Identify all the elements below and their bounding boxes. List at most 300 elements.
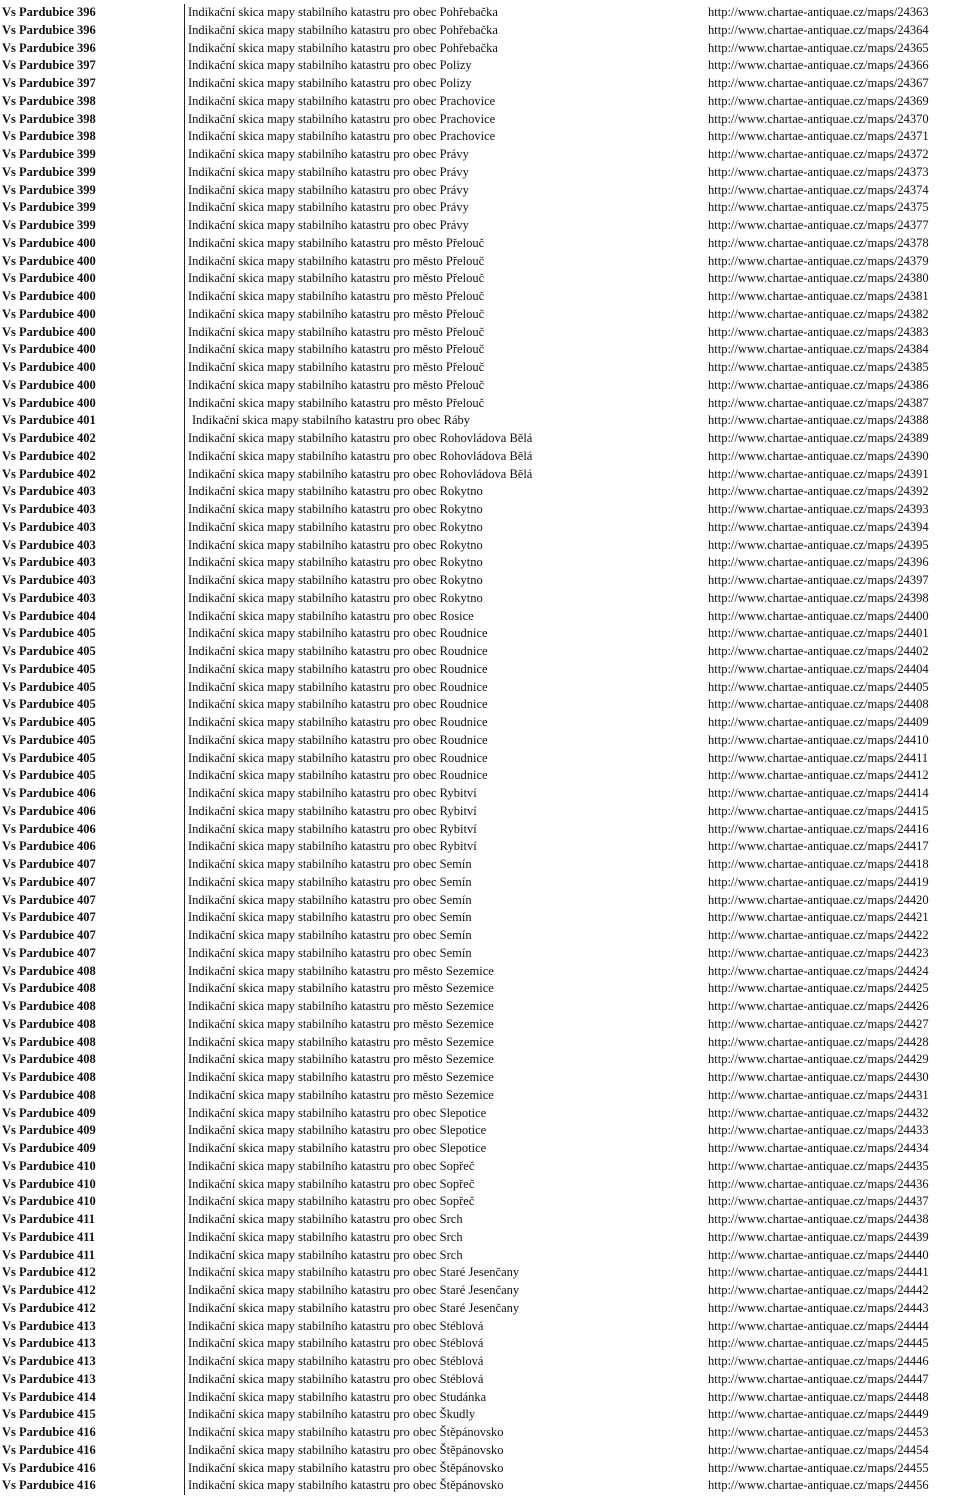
map-title-cell: Indikační skica mapy stabilního katastru pro město Sezemice [184,1087,700,1105]
map-title-cell: Indikační skica mapy stabilního katastru pro obec Rohovládova Bělá [184,430,700,448]
table-row [0,696,960,714]
map-url-link[interactable]: http://www.chartae-antiquae.cz/maps/24387 [708,395,929,410]
sheet-id-cell: Vs Pardubice 400 [2,395,96,410]
map-title-cell: Indikační skica mapy stabilního katastru pro město Přelouč [184,359,700,377]
map-url-link[interactable]: http://www.chartae-antiquae.cz/maps/24422 [708,928,929,942]
map-url-link[interactable]: http://www.chartae-antiquae.cz/maps/24416 [708,821,929,836]
map-title-cell: Indikační skica mapy stabilního katastru pro obec Rokytno [184,519,700,537]
table-row [0,306,960,324]
map-title-cell: Indikační skica mapy stabilního katastru pro město Sezemice [184,1034,700,1052]
sheet-id-cell: Vs Pardubice 405 [2,626,96,641]
map-url-link[interactable]: http://www.chartae-antiquae.cz/maps/24379 [708,253,929,268]
sheet-id-cell: Vs Pardubice 400 [2,235,96,250]
map-url-link[interactable]: http://www.chartae-antiquae.cz/maps/24396 [708,555,929,570]
table-row [0,1264,960,1282]
map-url-link[interactable]: http://www.chartae-antiquae.cz/maps/24384 [708,342,929,357]
map-url-link[interactable]: http://www.chartae-antiquae.cz/maps/24383 [708,324,929,339]
table-row [0,359,960,377]
map-url-link[interactable]: http://www.chartae-antiquae.cz/maps/24372 [708,147,929,161]
sheet-id-cell: Vs Pardubice 409 [2,1123,96,1138]
map-url-link[interactable]: http://www.chartae-antiquae.cz/maps/24414 [708,786,929,800]
map-title-cell: Indikační skica mapy stabilního katastru pro obec Slepotice [184,1122,700,1140]
sheet-id-cell: Vs Pardubice 400 [2,253,96,268]
sheet-id-cell: Vs Pardubice 402 [2,448,96,463]
map-title-cell: Indikační skica mapy stabilního katastru pro obec Semín [184,856,700,874]
map-title-cell: Indikační skica mapy stabilního katastru pro obec Roudnice [184,679,700,697]
table-row [0,661,960,679]
sheet-id-cell: Vs Pardubice 413 [2,1354,96,1368]
map-url-link[interactable]: http://www.chartae-antiquae.cz/maps/24448 [708,1389,929,1404]
sheet-id-cell: Vs Pardubice 407 [2,910,96,925]
sheet-id-cell: Vs Pardubice 400 [2,377,96,392]
sheet-id-cell: Vs Pardubice 408 [2,1016,96,1031]
map-title-cell: Indikační skica mapy stabilního katastru pro obec Srch [184,1247,700,1265]
table-row [0,341,960,359]
sheet-id-cell: Vs Pardubice 398 [2,111,96,126]
map-title-cell: Indikační skica mapy stabilního katastru pro obec Roudnice [184,732,700,750]
table-row [0,395,960,413]
table-row [0,1069,960,1087]
map-url-link[interactable]: http://www.chartae-antiquae.cz/maps/24395 [708,537,929,552]
map-url-link[interactable]: http://www.chartae-antiquae.cz/maps/24427 [708,1016,929,1031]
map-url-link[interactable]: http://www.chartae-antiquae.cz/maps/24389 [708,431,929,445]
table-row [0,466,960,484]
map-url-link[interactable]: http://www.chartae-antiquae.cz/maps/24444 [708,1318,929,1333]
table-row [0,40,960,58]
sheet-id-cell: Vs Pardubice 398 [2,129,96,144]
sheet-id-cell: Vs Pardubice 408 [2,1087,96,1102]
map-url-link[interactable]: http://www.chartae-antiquae.cz/maps/24415 [708,803,929,818]
map-title-cell: Indikační skica mapy stabilního katastru pro město Přelouč [184,377,700,395]
map-url-link[interactable]: http://www.chartae-antiquae.cz/maps/24388 [708,413,929,428]
map-title-cell: Indikační skica mapy stabilního katastru pro obec Roudnice [184,643,700,661]
sheet-id-cell: Vs Pardubice 416 [2,1460,96,1475]
table-row [0,1282,960,1300]
table-row [0,164,960,182]
sheet-id-cell: Vs Pardubice 400 [2,324,96,339]
sheet-id-cell: Vs Pardubice 415 [2,1407,96,1422]
table-row [0,963,960,981]
sheet-id-cell: Vs Pardubice 406 [2,803,96,818]
sheet-id-cell: Vs Pardubice 400 [2,271,96,286]
sheet-id-cell: Vs Pardubice 396 [2,40,96,55]
table-row [0,608,960,626]
map-title-cell: Indikační skica mapy stabilního katastru pro obec Staré Jesenčany [184,1300,700,1318]
sheet-id-cell: Vs Pardubice 403 [2,484,96,499]
map-title-cell: Indikační skica mapy stabilního katastru pro obec Srch [184,1211,700,1229]
sheet-id-cell: Vs Pardubice 400 [2,306,96,321]
map-url-link[interactable]: http://www.chartae-antiquae.cz/maps/24440 [708,1247,929,1262]
map-title-cell: Indikační skica mapy stabilního katastru pro obec Semín [184,892,700,910]
map-title-cell: Indikační skica mapy stabilního katastru pro obec Právy [184,217,700,235]
map-url-link[interactable]: http://www.chartae-antiquae.cz/maps/24454 [708,1442,929,1457]
sheet-id-cell: Vs Pardubice 401 [2,413,96,428]
sheet-id-cell: Vs Pardubice 399 [2,218,96,232]
map-url-link[interactable]: http://www.chartae-antiquae.cz/maps/24421 [708,910,929,925]
map-url-link[interactable]: http://www.chartae-antiquae.cz/maps/24409 [708,715,929,729]
map-url-link[interactable]: http://www.chartae-antiquae.cz/maps/24419 [708,874,929,889]
sheet-id-cell: Vs Pardubice 407 [2,857,96,871]
map-url-link[interactable]: http://www.chartae-antiquae.cz/maps/24434 [708,1141,929,1155]
sheet-id-cell: Vs Pardubice 403 [2,573,96,587]
map-title-cell: Indikační skica mapy stabilního katastru pro obec Škudly [184,1406,700,1424]
map-url-link[interactable]: http://www.chartae-antiquae.cz/maps/24432 [708,1105,929,1120]
sheet-id-cell: Vs Pardubice 396 [2,22,96,37]
map-url-link[interactable]: http://www.chartae-antiquae.cz/maps/24430 [708,1070,929,1084]
map-url-link[interactable]: http://www.chartae-antiquae.cz/maps/24417 [708,839,929,854]
map-title-cell: Indikační skica mapy stabilního katastru pro město Sezemice [184,1069,700,1087]
table-row [0,1318,960,1336]
map-url-link[interactable]: http://www.chartae-antiquae.cz/maps/24441 [708,1265,929,1280]
map-title-cell: Indikační skica mapy stabilního katastru pro obec Prachovice [184,93,700,111]
map-title-cell: Indikační skica mapy stabilního katastru pro obec Roudnice [184,696,700,714]
table-row [0,1034,960,1052]
table-row [0,1300,960,1318]
table-row [0,128,960,146]
table-row [0,1140,960,1158]
map-url-link[interactable]: http://www.chartae-antiquae.cz/maps/24391 [708,466,929,481]
sheet-id-cell: Vs Pardubice 403 [2,555,96,570]
sheet-id-cell: Vs Pardubice 405 [2,732,96,747]
table-row [0,714,960,732]
map-url-link[interactable]: http://www.chartae-antiquae.cz/maps/24393 [708,502,929,516]
table-row [0,1105,960,1123]
map-title-cell: Indikační skica mapy stabilního katastru pro obec Staré Jesenčany [184,1264,700,1282]
map-url-link[interactable]: http://www.chartae-antiquae.cz/maps/24364 [708,22,929,37]
map-url-link[interactable]: http://www.chartae-antiquae.cz/maps/24446 [708,1354,929,1368]
map-title-cell: Indikační skica mapy stabilního katastru pro obec Polizy [184,75,700,93]
sheet-id-cell: Vs Pardubice 407 [2,928,96,942]
table-row [0,554,960,572]
map-title-cell: Indikační skica mapy stabilního katastru pro obec Pohřebačka [184,40,700,58]
sheet-id-cell: Vs Pardubice 409 [2,1141,96,1155]
map-url-link[interactable]: http://www.chartae-antiquae.cz/maps/24431 [708,1087,929,1102]
map-url-link[interactable]: http://www.chartae-antiquae.cz/maps/24367 [708,76,929,90]
map-title-cell: Indikační skica mapy stabilního katastru pro obec Sopřeč [184,1193,700,1211]
map-title-cell: Indikační skica mapy stabilního katastru pro obec Štěpánovsko [184,1424,700,1442]
map-title-cell: Indikační skica mapy stabilního katastru pro obec Ráby [184,412,700,430]
table-row [0,235,960,253]
table-row [0,572,960,590]
table-row [0,519,960,537]
map-url-link[interactable]: http://www.chartae-antiquae.cz/maps/24453 [708,1425,929,1439]
table-row [0,1247,960,1265]
sheet-id-cell: Vs Pardubice 407 [2,945,96,960]
sheet-id-cell: Vs Pardubice 405 [2,644,96,658]
map-title-cell: Indikační skica mapy stabilního katastru pro město Přelouč [184,253,700,271]
table-row [0,785,960,803]
sheet-id-cell: Vs Pardubice 413 [2,1371,96,1386]
map-title-cell: Indikační skica mapy stabilního katastru pro obec Sopřeč [184,1176,700,1194]
table-row [0,750,960,768]
table-row [0,1371,960,1389]
sheet-id-cell: Vs Pardubice 408 [2,999,96,1013]
sheet-id-cell: Vs Pardubice 413 [2,1318,96,1333]
map-title-cell: Indikační skica mapy stabilního katastru pro obec Semín [184,945,700,963]
map-title-cell: Indikační skica mapy stabilního katastru pro obec Rokytno [184,501,700,519]
table-row [0,927,960,945]
map-url-link[interactable]: http://www.chartae-antiquae.cz/maps/24428 [708,1034,929,1049]
map-url-link[interactable]: http://www.chartae-antiquae.cz/maps/24410 [708,732,929,747]
map-title-cell: Indikační skica mapy stabilního katastru pro obec Roudnice [184,661,700,679]
map-url-link[interactable]: http://www.chartae-antiquae.cz/maps/24449 [708,1407,929,1422]
map-title-cell: Indikační skica mapy stabilního katastru pro město Přelouč [184,341,700,359]
map-url-link[interactable]: http://www.chartae-antiquae.cz/maps/24380 [708,271,929,286]
map-url-link[interactable]: http://www.chartae-antiquae.cz/maps/24445 [708,1336,929,1351]
map-title-cell: Indikační skica mapy stabilního katastru pro obec Štěpánovsko [184,1442,700,1460]
map-title-cell: Indikační skica mapy stabilního katastru pro obec Štěpánovsko [184,1477,700,1495]
sheet-id-cell: Vs Pardubice 406 [2,786,96,800]
map-title-cell: Indikační skica mapy stabilního katastru pro obec Právy [184,164,700,182]
sheet-id-cell: Vs Pardubice 396 [2,5,96,19]
map-title-cell: Indikační skica mapy stabilního katastru pro město Sezemice [184,998,700,1016]
map-title-cell: Indikační skica mapy stabilního katastru pro obec Polizy [184,57,700,75]
table-row [0,1460,960,1478]
table-row [0,146,960,164]
table-row [0,1122,960,1140]
map-title-cell: Indikační skica mapy stabilního katastru pro obec Rokytno [184,572,700,590]
map-url-link[interactable]: http://www.chartae-antiquae.cz/maps/24443 [708,1300,929,1315]
table-row [0,821,960,839]
sheet-id-cell: Vs Pardubice 403 [2,502,96,516]
table-row [0,75,960,93]
map-title-cell: Indikační skica mapy stabilního katastru pro obec Rosice [184,608,700,626]
sheet-id-cell: Vs Pardubice 411 [2,1212,96,1226]
table-row [0,732,960,750]
map-url-link[interactable]: http://www.chartae-antiquae.cz/maps/24435 [708,1158,929,1173]
sheet-id-cell: Vs Pardubice 416 [2,1478,96,1493]
table-row [0,182,960,200]
table-row [0,625,960,643]
map-title-cell: Indikační skica mapy stabilního katastru pro obec Právy [184,199,700,217]
map-url-link[interactable]: http://www.chartae-antiquae.cz/maps/24371 [708,129,929,144]
map-url-link[interactable]: http://www.chartae-antiquae.cz/maps/24436 [708,1176,929,1191]
sheet-id-cell: Vs Pardubice 414 [2,1389,96,1404]
map-url-link[interactable]: http://www.chartae-antiquae.cz/maps/24456 [708,1478,929,1493]
map-url-link[interactable]: http://www.chartae-antiquae.cz/maps/24423 [708,945,929,960]
table-row [0,1158,960,1176]
table-row [0,430,960,448]
table-row [0,998,960,1016]
sheet-id-cell: Vs Pardubice 405 [2,715,96,729]
map-title-cell: Indikační skica mapy stabilního katastru pro obec Staré Jesenčany [184,1282,700,1300]
sheet-id-cell: Vs Pardubice 412 [2,1283,96,1297]
table-row [0,874,960,892]
table-row [0,1389,960,1407]
sheet-id-cell: Vs Pardubice 399 [2,200,96,215]
table-row [0,945,960,963]
sheet-id-cell: Vs Pardubice 400 [2,342,96,357]
table-row [0,483,960,501]
sheet-id-cell: Vs Pardubice 407 [2,892,96,907]
map-url-link[interactable]: http://www.chartae-antiquae.cz/maps/24394 [708,519,929,534]
map-url-link[interactable]: http://www.chartae-antiquae.cz/maps/24374 [708,182,929,197]
map-title-cell: Indikační skica mapy stabilního katastru pro město Sezemice [184,1016,700,1034]
map-url-link[interactable]: http://www.chartae-antiquae.cz/maps/24398 [708,590,929,605]
sheet-id-cell: Vs Pardubice 410 [2,1158,96,1173]
map-url-link[interactable]: http://www.chartae-antiquae.cz/maps/24412 [708,768,929,783]
sheet-id-cell: Vs Pardubice 399 [2,147,96,161]
sheet-id-cell: Vs Pardubice 405 [2,768,96,783]
map-title-cell: Indikační skica mapy stabilního katastru pro obec Právy [184,146,700,164]
map-url-link[interactable]: http://www.chartae-antiquae.cz/maps/24390 [708,448,929,463]
table-row [0,767,960,785]
sheet-id-cell: Vs Pardubice 410 [2,1176,96,1191]
map-title-cell: Indikační skica mapy stabilního katastru pro obec Stéblová [184,1353,700,1371]
map-url-link[interactable]: http://www.chartae-antiquae.cz/maps/24366 [708,58,929,73]
map-url-link[interactable]: http://www.chartae-antiquae.cz/maps/24392 [708,484,929,499]
table-row [0,1477,960,1495]
map-url-link[interactable]: http://www.chartae-antiquae.cz/maps/24420 [708,892,929,907]
sheet-id-cell: Vs Pardubice 412 [2,1265,96,1280]
sheet-id-cell: Vs Pardubice 405 [2,679,96,694]
map-url-link[interactable]: http://www.chartae-antiquae.cz/maps/24386 [708,377,929,392]
sheet-id-cell: Vs Pardubice 408 [2,963,96,978]
sheet-id-cell: Vs Pardubice 408 [2,1070,96,1084]
map-url-link[interactable]: http://www.chartae-antiquae.cz/maps/24437 [708,1194,929,1209]
sheet-id-cell: Vs Pardubice 397 [2,76,96,90]
map-title-cell: Indikační skica mapy stabilního katastru pro obec Pohřebačka [184,4,700,22]
table-row [0,856,960,874]
map-title-cell: Indikační skica mapy stabilního katastru pro město Sezemice [184,980,700,998]
sheet-id-cell: Vs Pardubice 406 [2,839,96,854]
map-title-cell: Indikační skica mapy stabilního katastru pro obec Stéblová [184,1371,700,1389]
map-title-cell: Indikační skica mapy stabilního katastru pro obec Pohřebačka [184,22,700,40]
sheet-id-cell: Vs Pardubice 410 [2,1194,96,1209]
table-row [0,501,960,519]
sheet-id-cell: Vs Pardubice 402 [2,431,96,445]
map-title-cell: Indikační skica mapy stabilního katastru pro obec Slepotice [184,1140,700,1158]
map-title-cell: Indikační skica mapy stabilního katastru pro město Přelouč [184,288,700,306]
map-title-cell: Indikační skica mapy stabilního katastru pro město Sezemice [184,1051,700,1069]
table-row [0,679,960,697]
map-title-cell: Indikační skica mapy stabilního katastru pro obec Právy [184,182,700,200]
table-row [0,1335,960,1353]
sheet-id-cell: Vs Pardubice 405 [2,697,96,712]
table-row [0,4,960,22]
sheet-id-cell: Vs Pardubice 408 [2,981,96,996]
map-url-link[interactable]: http://www.chartae-antiquae.cz/maps/24377 [708,218,929,232]
map-url-link[interactable]: http://www.chartae-antiquae.cz/maps/24439 [708,1229,929,1244]
map-url-link[interactable]: http://www.chartae-antiquae.cz/maps/24375 [708,200,929,215]
sheet-id-cell: Vs Pardubice 400 [2,289,96,303]
table-row [0,590,960,608]
map-url-link[interactable]: http://www.chartae-antiquae.cz/maps/24378 [708,235,929,250]
table-row [0,1211,960,1229]
table-row [0,412,960,430]
map-title-cell: Indikační skica mapy stabilního katastru pro obec Studánka [184,1389,700,1407]
map-title-cell: Indikační skica mapy stabilního katastru pro obec Roudnice [184,750,700,768]
map-title-cell: Indikační skica mapy stabilního katastru pro obec Rybitví [184,838,700,856]
map-url-link[interactable]: http://www.chartae-antiquae.cz/maps/24455 [708,1460,929,1475]
map-url-link[interactable]: http://www.chartae-antiquae.cz/maps/24397 [708,573,929,587]
sheet-id-cell: Vs Pardubice 411 [2,1247,96,1262]
sheet-id-cell: Vs Pardubice 416 [2,1442,96,1457]
map-url-link[interactable]: http://www.chartae-antiquae.cz/maps/24373 [708,164,929,179]
map-url-link[interactable]: http://www.chartae-antiquae.cz/maps/24363 [708,5,929,19]
sheet-id-cell: Vs Pardubice 399 [2,164,96,179]
map-url-link[interactable]: http://www.chartae-antiquae.cz/maps/24442 [708,1283,929,1297]
table-row [0,1353,960,1371]
sheet-id-cell: Vs Pardubice 397 [2,58,96,73]
map-url-link[interactable]: http://www.chartae-antiquae.cz/maps/24370 [708,111,929,126]
map-url-link[interactable]: http://www.chartae-antiquae.cz/maps/24447 [708,1371,929,1386]
table-row [0,288,960,306]
map-title-cell: Indikační skica mapy stabilního katastru pro obec Srch [184,1229,700,1247]
table-row [0,217,960,235]
map-title-cell: Indikační skica mapy stabilního katastru pro obec Prachovice [184,128,700,146]
map-url-link[interactable]: http://www.chartae-antiquae.cz/maps/24402 [708,644,929,658]
sheet-id-cell: Vs Pardubice 416 [2,1425,96,1439]
map-title-cell: Indikační skica mapy stabilního katastru pro obec Roudnice [184,714,700,732]
map-url-link[interactable]: http://www.chartae-antiquae.cz/maps/24401 [708,626,929,641]
map-url-link[interactable]: http://www.chartae-antiquae.cz/maps/24418 [708,857,929,871]
map-title-cell: Indikační skica mapy stabilního katastru pro obec Rokytno [184,483,700,501]
map-url-link[interactable]: http://www.chartae-antiquae.cz/maps/24411 [708,750,929,765]
map-url-link[interactable]: http://www.chartae-antiquae.cz/maps/24381 [708,289,929,303]
table-row [0,324,960,342]
map-title-cell: Indikační skica mapy stabilního katastru pro město Přelouč [184,235,700,253]
table-row [0,253,960,271]
map-url-link[interactable]: http://www.chartae-antiquae.cz/maps/24426 [708,999,929,1013]
sheet-id-cell: Vs Pardubice 402 [2,466,96,481]
table-row [0,93,960,111]
map-url-link[interactable]: http://www.chartae-antiquae.cz/maps/24369 [708,93,929,108]
map-url-link[interactable]: http://www.chartae-antiquae.cz/maps/24382 [708,306,929,321]
map-title-cell: Indikační skica mapy stabilního katastru pro obec Rybitví [184,803,700,821]
sheet-id-cell: Vs Pardubice 412 [2,1300,96,1315]
sheet-id-cell: Vs Pardubice 407 [2,874,96,889]
table-row [0,270,960,288]
table-row [0,1193,960,1211]
map-url-link[interactable]: http://www.chartae-antiquae.cz/maps/24425 [708,981,929,996]
map-url-link[interactable]: http://www.chartae-antiquae.cz/maps/24424 [708,963,929,978]
map-url-link[interactable]: http://www.chartae-antiquae.cz/maps/24433 [708,1123,929,1138]
map-title-cell: Indikační skica mapy stabilního katastru pro obec Rybitví [184,821,700,839]
map-title-cell: Indikační skica mapy stabilního katastru pro obec Sopřeč [184,1158,700,1176]
sheet-id-cell: Vs Pardubice 405 [2,661,96,676]
sheet-id-cell: Vs Pardubice 399 [2,182,96,197]
map-title-cell: Indikační skica mapy stabilního katastru pro obec Rokytno [184,590,700,608]
sheet-id-cell: Vs Pardubice 413 [2,1336,96,1351]
sheet-id-cell: Vs Pardubice 403 [2,537,96,552]
table-row [0,1176,960,1194]
table-row [0,1442,960,1460]
map-url-link[interactable]: http://www.chartae-antiquae.cz/maps/24429 [708,1052,929,1067]
sheet-id-cell: Vs Pardubice 409 [2,1105,96,1120]
sheet-id-cell: Vs Pardubice 404 [2,608,96,623]
map-url-link[interactable]: http://www.chartae-antiquae.cz/maps/24438 [708,1212,929,1226]
sheet-id-cell: Vs Pardubice 400 [2,360,96,374]
map-url-link[interactable]: http://www.chartae-antiquae.cz/maps/24408 [708,697,929,712]
table-row [0,803,960,821]
map-title-cell: Indikační skica mapy stabilního katastru pro město Přelouč [184,270,700,288]
map-url-link[interactable]: http://www.chartae-antiquae.cz/maps/24365 [708,40,929,55]
map-url-link[interactable]: http://www.chartae-antiquae.cz/maps/24400 [708,608,929,623]
map-url-link[interactable]: http://www.chartae-antiquae.cz/maps/24405 [708,679,929,694]
map-title-cell: Indikační skica mapy stabilního katastru pro obec Rohovládova Bělá [184,466,700,484]
map-url-link[interactable]: http://www.chartae-antiquae.cz/maps/24385 [708,360,929,374]
map-title-cell: Indikační skica mapy stabilního katastru pro obec Semín [184,927,700,945]
table-row [0,892,960,910]
map-url-link[interactable]: http://www.chartae-antiquae.cz/maps/24404 [708,661,929,676]
map-listing-table [0,4,960,1495]
table-row [0,1229,960,1247]
table-row [0,909,960,927]
map-title-cell: Indikační skica mapy stabilního katastru pro obec Stéblová [184,1335,700,1353]
table-row [0,1087,960,1105]
map-title-cell: Indikační skica mapy stabilního katastru pro obec Stéblová [184,1318,700,1336]
